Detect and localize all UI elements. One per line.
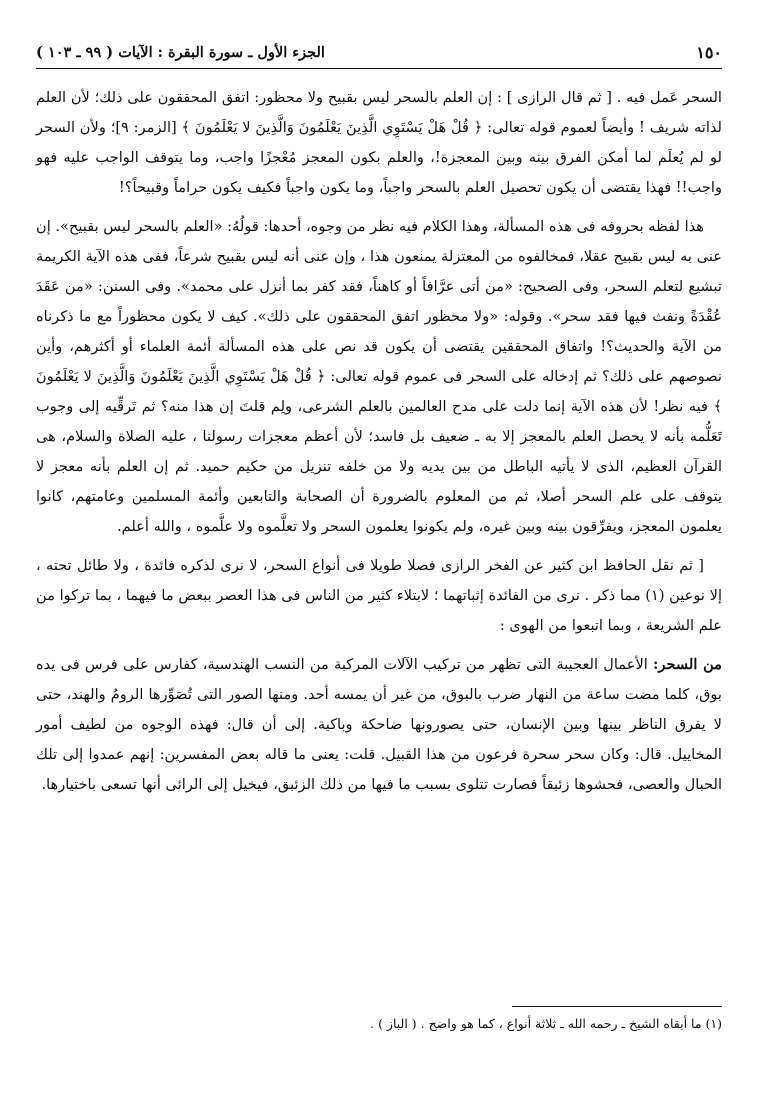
page-header xyxy=(36,38,722,69)
paragraph-body: الأعمال العجيبة التى تظهر من تركيب الآلات المركبة من النسب الهندسية، كفارس على فرس فى يده بوق، كلما مضت ساعة من النهار ضرب بالبوق، من غير أن يمسه أحد. ومنها الصور التى تُصَوِّرها الرومُ والهند، حتى لا يفرق الناظر بينها وبين الإنسان، حتى يصورونها ضاحكة وباكية. إلى أن قال: فهذه الوجوه من لطيف أمور المخاييل. قال: وكان سحر سحرة فرعون من هذا القبيل. قلت: يعنى ما قاله بعض المفسرين: إنهم عمدوا إلى تلك الحبال والعصى، فحشوها زئبقاً فصارت تتلوى بسبب ما فيها من ذلك الزئبق، فيخيل إلى الرائى أنها تسعى باختيارها. xyxy=(36,656,722,793)
paragraph-lead: من السحر: xyxy=(653,656,723,673)
paragraph-razi-quote: السحر عَمل فيه . [ ثم قال الرازى ] : إن العلم بالسحر ليس بقبيح ولا محظور: اتفق المحققون على ذلك؛ لأن العلم لذاته شريف ! وأيضاً لعموم قوله تعالى: ﴿ قُلْ هَلْ يَسْتَوِي الَّذِينَ يَعْلَمُونَ وَالَّذِينَ لا يَعْلَمُونَ ﴾ [الزمر: ٩]؛ ولأن السحر لو لم يُعلَم لما أمكن الفرق بينه وبين المعجزة!، والعلم بكون المعجز مُعْجزًا واجب، وما يتوقف الواجب عليه فهو واجب!! فهذا يقتضى أن يكون تحصيل العلم بالسحر واجباً، وما يكون واجباً فكيف يكون حراماً وقبيحاً؟! xyxy=(36,89,722,196)
page-content xyxy=(36,83,722,800)
footnote: (١) ما أبقاه الشيخ ـ رحمه الله ـ ثلاثة أنواع ، كما هو واضح . ( الباز ) . xyxy=(370,1016,722,1031)
paragraph-ibn-kathir-response: هذا لفظه بحروفه فى هذه المسألة، وهذا الكلام فيه نظر من وجوه، أحدها: قولُهُ: «العلم بالسحر ليس بقبيح». إن عنى به ليس بقبيح عقلا، فمخالفوه من المعتزلة يمنعون هذا ، وإن عنى أنه ليس بقبيح شرعاً، ففى هذه الآية الكريمة تبشيع لتعلم السحر، وفى الصحيح: «من أتى عرَّافاً أو كاهناً، فقد كفر بما أنزل على محمد». وفى السنن: «من عَقَدَ عُقْدَةً ونفث فيها فقد سحر». وقوله: «ولا محظور اتفق المحققون على ذلك». كيف لا يكون محظوراً مع ما ذكرناه من الآية والحديث؟! واتفاق المحققين يقتضى أن يكون قد نص على هذه المسألة أئمة العلماء أو أكثرهم، وأين نصوصهم على ذلك؟ ثم إدخاله على السحر فى عموم قوله تعالى: ﴿ قُلْ هَلْ يَسْتَوِي الَّذِينَ يَعْلَمُونَ وَالَّذِينَ لا يَعْلَمُونَ ﴾ فيه نظر! لأن هذه الآية إنما دلت على مدح العالمين بالعلم الشرعى، ولِم قلتَ إن هذا منه؟ ثم تَرقِّيه إلى وجوب تَعَلُّمه بأنه لا يحصل العلم بالمعجز إلا به ـ ضعيف بل فاسد؛ لأن أعظم معجزات رسولنا ، عليه الصلاة والسلام، هى القرآن العظيم، الذى لا يأتيه الباطل من بين يديه ولا من خلفه تنزيل من حكيم حميد. ثم إن العلم بأنه معجز لا يتوقف على علم السحر أصلا، ثم من المعلوم بالضرورة أن الصحابة والتابعين وأئمة المسلمين وعامتهم، كانوا يعلمون المعجز، ويفرِّقون بينه وبين غيره، ولم يكونوا يعلمون السحر ولا تعلَّموه ولا علَّموه ، والله أعلم. xyxy=(36,218,722,535)
paragraph-editor-note: [ ثم نقل الحافظ ابن كثير عن الفخر الرازى فصلا طويلا فى أنواع السحر، لا نرى لذكره فائدة ، ولا طائل تحته ، إلا نوعين (١) مما ذكر . نرى من الفائدة إثباتهما ؛ لابتلاء كثير من الناس فى هذا العصر ببعض ما فيهما ، بما تركوا من علم الشريعة ، وبما اتبعوا من الهوى : xyxy=(36,557,723,634)
page-number: ١٥٠ xyxy=(696,42,722,62)
footnote-divider xyxy=(512,1006,722,1007)
paragraph-types-of-magic xyxy=(36,650,722,800)
running-title: الجزء الأول ـ سورة البقرة : الآيات ( ٩٩ ـ ١٠٣ ) xyxy=(36,43,325,61)
